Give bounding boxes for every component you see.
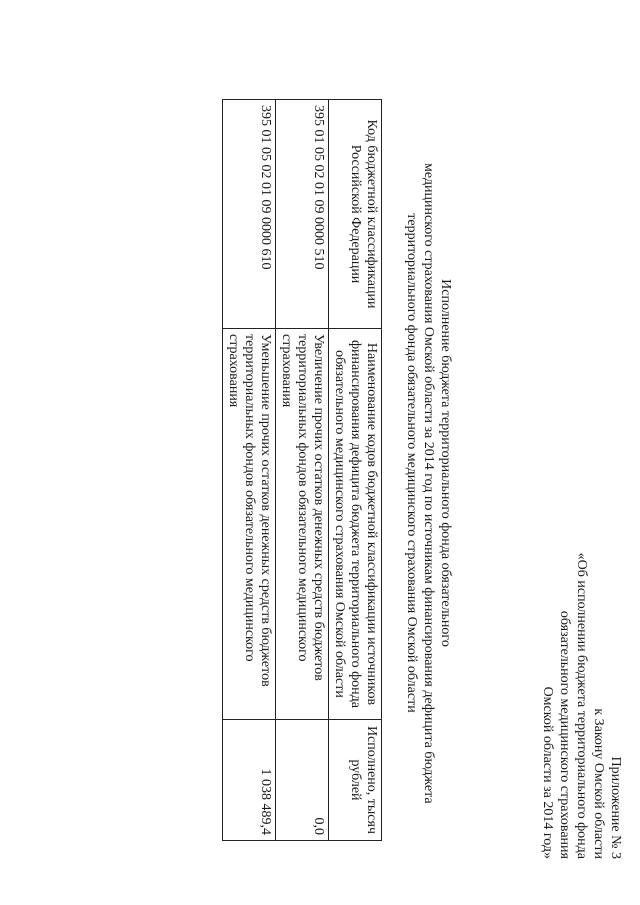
budget-deficit-sources-table	[222, 99, 382, 841]
appendix-number: Приложение № 3	[608, 756, 623, 859]
appendix-law-title-2: обязательного медицинского страхования	[557, 610, 572, 859]
row-budget-code: 395 01 05 02 01 09 0000 610	[223, 99, 276, 328]
header-code-name: Наименование кодов бюджетной классификации источников финансирования дефицита бюджета территориального фонда обязательного медицинского страхования Омской области	[329, 328, 382, 719]
table-header-row	[329, 99, 382, 840]
title-line-1: Исполнение бюджета территориального фонда обязательного	[438, 278, 453, 647]
appendix-header	[539, 399, 624, 859]
row-code-name: Уменьшение прочих остатков денежных средств бюджетов территориальных фондов обязательного медицинского страхования	[223, 328, 276, 719]
row-code-name: Увеличение прочих остатков денежных средств бюджетов территориальных фондов обязательного медицинского страхования	[276, 328, 329, 719]
header-executed-amount: Исполнено, тысяч рублей	[329, 719, 382, 840]
header-budget-code: Код бюджетной классификации Российской Федерации	[329, 99, 382, 328]
row-budget-code: 395 01 05 02 01 09 0000 510	[276, 99, 329, 328]
appendix-law-title-1: «Об исполнении бюджета территориального фонда	[574, 552, 589, 859]
title-line-2: медицинского страхования Омской области за 2014 год по источникам финансирования дефицита бюджета	[421, 162, 436, 804]
rotated-document-page	[10, 23, 630, 883]
row-executed-amount: 0,0	[276, 719, 329, 840]
table-row	[223, 99, 276, 840]
appendix-law-ref: к Закону Омской области	[591, 707, 606, 859]
row-executed-amount: 1 038 489,4	[223, 719, 276, 840]
table-row	[276, 99, 329, 840]
document-title	[403, 162, 454, 804]
title-line-3: территориального фонда обязательного медицинского страхования Омской области	[404, 212, 419, 713]
appendix-law-title-3: Омской области за 2014 год»	[540, 686, 555, 859]
